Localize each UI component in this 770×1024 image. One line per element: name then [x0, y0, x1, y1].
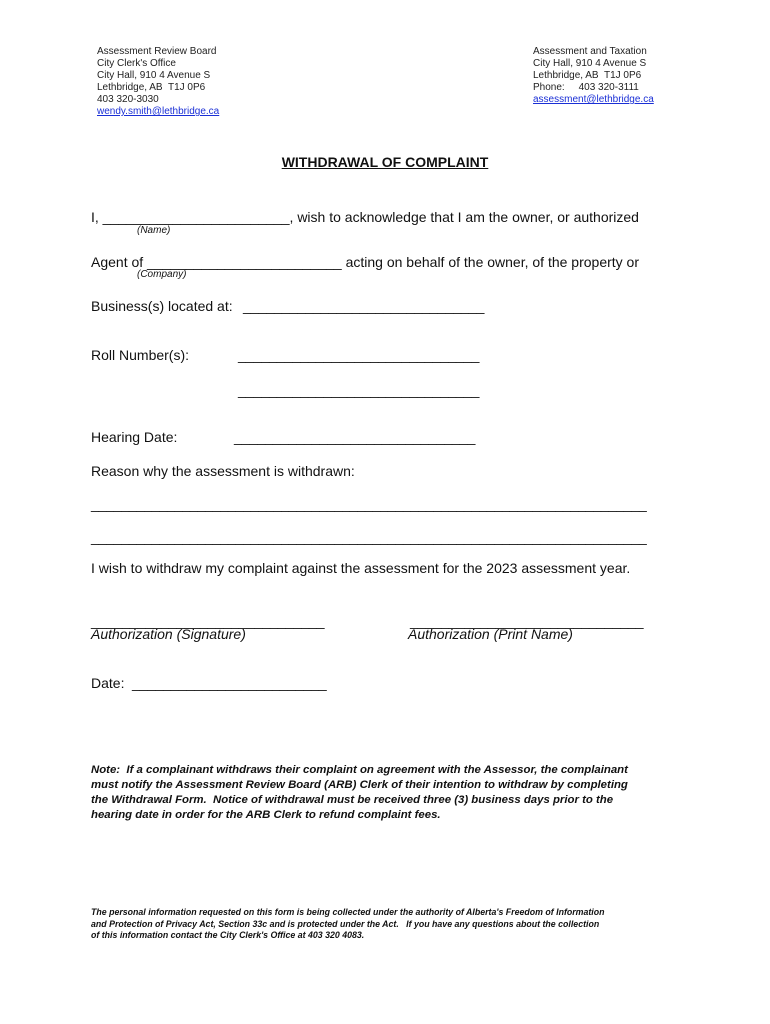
date-field[interactable]: _________________________ [132, 675, 327, 691]
refund-note [91, 763, 691, 823]
privacy-line: and Protection of Privacy Act, Section 33c and is protected under the Act. If you have any questions about the collection [91, 918, 600, 929]
hearing-date-label: Hearing Date: [91, 429, 178, 445]
header-left-line: 403 320-3030 [97, 94, 159, 105]
privacy-notice [91, 907, 691, 942]
owner-acknowledgement-line [91, 209, 639, 225]
reason-field-2[interactable]: _________________________________________________________________________ [91, 530, 647, 545]
form-title: WITHDRAWAL OF COMPLAINT [281, 154, 489, 170]
prefix-text: Agent of [91, 254, 148, 270]
roll-number-label: Roll Number(s): [91, 347, 190, 363]
company-field[interactable]: _________________________ [147, 254, 342, 270]
note-line: the Withdrawal Form. Notice of withdrawal must be received three (3) business days prior to the [91, 794, 614, 806]
roll-number-field-2[interactable]: _______________________________ [238, 382, 480, 398]
header-right-line: Phone: 403 320-3111 [533, 82, 639, 93]
business-label: Business(s) located at: [91, 298, 233, 314]
header-left-line: Lethbridge, AB T1J 0P6 [97, 82, 206, 93]
header-right-address [533, 46, 654, 106]
reason-label: Reason why the assessment is withdrawn: [91, 463, 355, 479]
assessment-email-link[interactable]: assessment@lethbridge.ca [533, 94, 654, 105]
suffix-text: acting on behalf of the owner, of the property or [341, 254, 640, 270]
note-line: hearing date in order for the ARB Clerk to refund complaint fees. [91, 809, 441, 821]
business-location-field[interactable]: _______________________________ [243, 298, 485, 314]
print-name-label: Authorization (Print Name) [408, 626, 573, 642]
reason-field-1[interactable]: _________________________________________________________________________ [91, 497, 647, 512]
privacy-line: of this information contact the City Clerk's Office at 403 320 4083. [91, 930, 365, 940]
header-right-line: Assessment and Taxation [533, 46, 647, 57]
suffix-text: , wish to acknowledge that I am the owner, or authorized [289, 209, 639, 225]
arb-email-link[interactable]: wendy.smith@lethbridge.ca [97, 106, 220, 117]
header-left-line: City Clerk's Office [97, 58, 176, 69]
agent-line [91, 254, 639, 270]
name-caption: (Name) [137, 225, 171, 236]
privacy-line: The personal information requested on this form is being collected under the authority of Alberta's Freedom of Information [91, 907, 605, 917]
note-line: Note: If a complainant withdraws their complaint on agreement with the Assessor, the complainant [91, 764, 628, 776]
hearing-date-field[interactable]: _______________________________ [234, 429, 476, 445]
note-line: must notify the Assessment Review Board (ARB) Clerk of their intention to withdraw by completing [91, 779, 628, 791]
roll-number-field-1[interactable]: _______________________________ [238, 347, 480, 363]
company-caption: (Company) [137, 269, 187, 280]
date-label: Date: [91, 675, 125, 691]
prefix-text: I, [91, 209, 103, 225]
signature-field[interactable]: ______________________________ [91, 613, 325, 629]
header-left-address [97, 46, 219, 118]
withdrawal-statement: I wish to withdraw my complaint against the assessment for the 2023 assessment year. [91, 560, 631, 576]
header-left-line: City Hall, 910 4 Avenue S [97, 70, 211, 81]
header-left-line: Assessment Review Board [97, 46, 217, 57]
header-right-line: Lethbridge, AB T1J 0P6 [533, 70, 642, 81]
signature-label: Authorization (Signature) [91, 626, 246, 642]
print-name-field[interactable]: ______________________________ [410, 613, 644, 629]
header-right-line: City Hall, 910 4 Avenue S [533, 58, 647, 69]
name-field[interactable]: ________________________ [102, 209, 290, 225]
